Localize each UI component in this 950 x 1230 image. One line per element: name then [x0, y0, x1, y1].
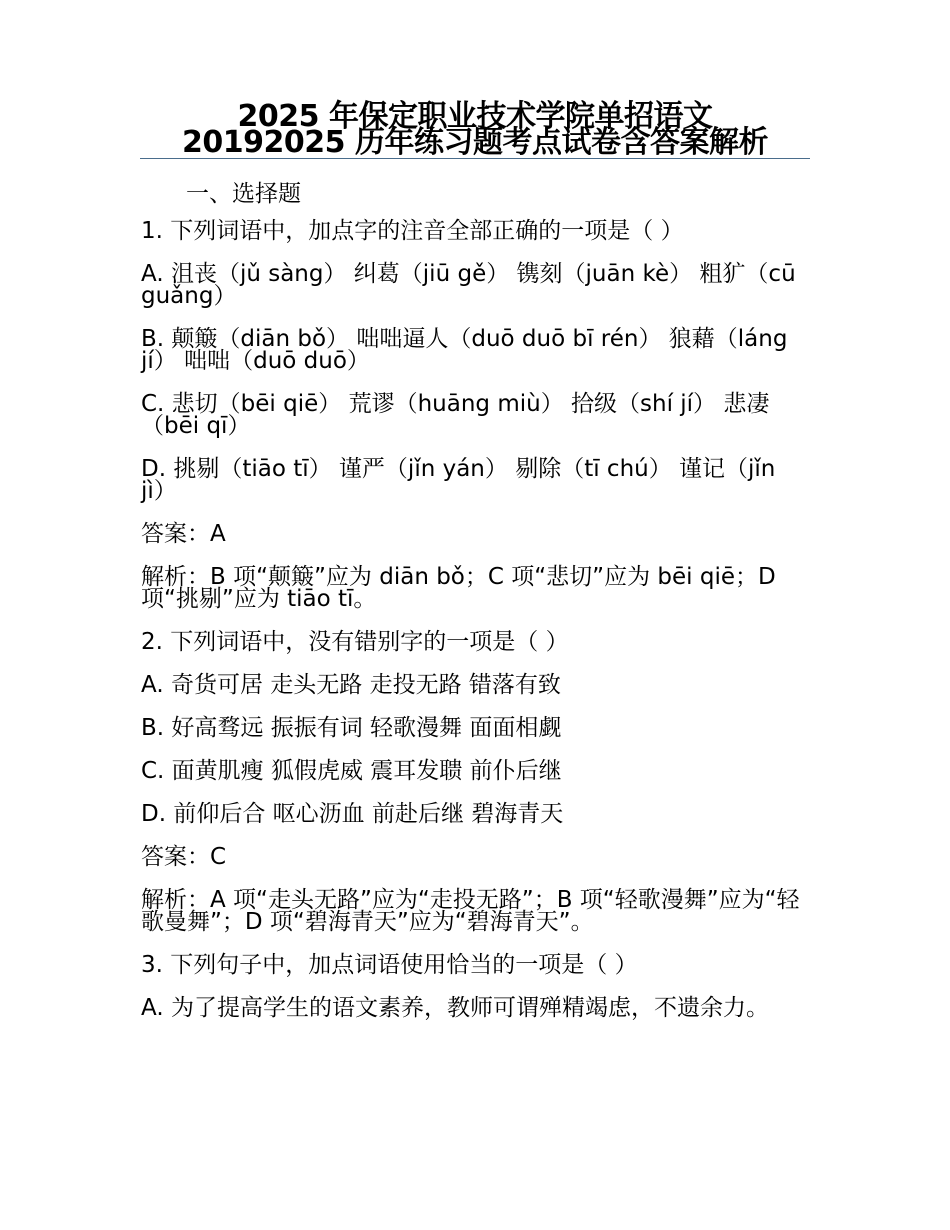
question-option: A. 为了提高学生的语文素养，教师可谓殚精竭虑，不遗余力。 [141, 995, 769, 1021]
title-line-2: 20192025 历年练习题考点试卷含答案解析 [182, 125, 768, 160]
question-option: A. 沮丧（jǔ sàng） 纠葛（jiū gě） 镌刻（juān kè） 粗犷（cū guǎng） [141, 261, 796, 309]
question-stem: 2. 下列词语中，没有错别字的一项是（ ） [141, 629, 569, 655]
document-title [140, 99, 810, 160]
section-heading: 一、选择题 [186, 181, 301, 207]
question-stem: 3. 下列句子中，加点词语使用恰当的一项是（ ） [141, 952, 638, 978]
question-option: D. 前仰后合 呕心沥血 前赴后继 碧海青天 [141, 801, 564, 827]
question-option: C. 悲切（bēi qiē） 荒谬（huāng miù） 拾级（shí jí） 悲凄（bēi qī） [141, 391, 770, 439]
question-option: A. 奇货可居 走头无路 走投无路 错落有致 [141, 672, 561, 698]
question-option: B. 颠簸（diān bǒ） 咄咄逼人（duō duō bī rén） 狼藉（láng jí） 咄咄（duō duō） [141, 326, 788, 374]
question-option: C. 面黄肌瘦 狐假虎威 震耳发聩 前仆后继 [141, 758, 562, 784]
question-stem: 1. 下列词语中，加点字的注音全部正确的一项是（ ） [141, 218, 684, 244]
question-answer: 答案：C [141, 844, 227, 870]
question-answer: 答案：A [141, 521, 226, 547]
question-option: D. 挑剔（tiāo tī） 谨严（jǐn yán） 剔除（tī chú） 谨记（jǐn jì） [141, 456, 776, 504]
document-body [141, 178, 806, 1040]
question-option: B. 好高骛远 振振有词 轻歌漫舞 面面相觑 [141, 715, 562, 741]
question-analysis: 解析：A 项“走头无路”应为“走投无路”；B 项“轻歌漫舞”应为“轻歌曼舞”；D 项“碧海青天”应为“碧海青天”。 [141, 887, 800, 935]
title-line-1: 2025 年保定职业技术学院单招语文 [237, 99, 713, 134]
question-analysis: 解析：B 项“颠簸”应为 diān bǒ；C 项“悲切”应为 bēi qiē；D 项“挑剔”应为 tiāo tī。 [141, 564, 776, 612]
